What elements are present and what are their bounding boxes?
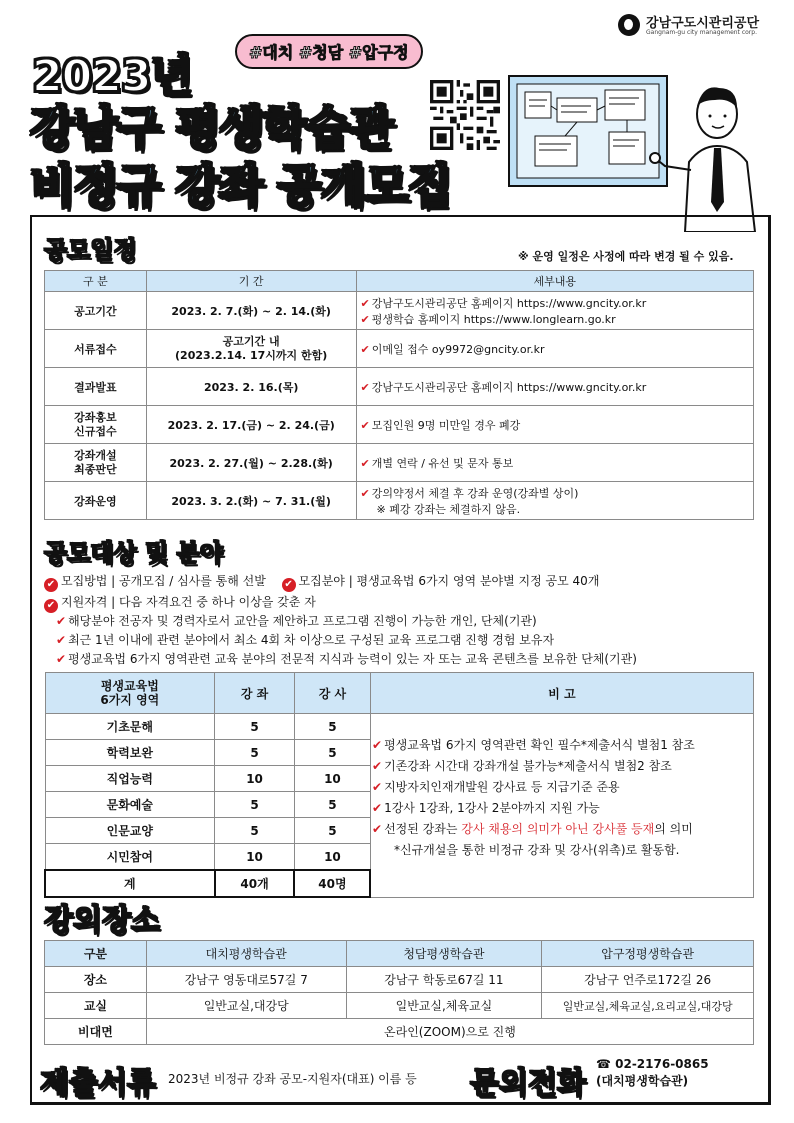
check-icon: ✔ — [56, 633, 67, 647]
schedule-note: ※ 운영 일정은 사정에 따라 변경 될 수 있음. — [518, 250, 734, 263]
instructors-cell: 10 — [294, 766, 370, 792]
cell: 일반교실,체육교실 — [346, 993, 542, 1019]
check-icon: ✔ — [360, 296, 370, 310]
check-circle-icon: ✔ — [44, 599, 58, 613]
row-label: 강좌홍보 신규접수 — [45, 406, 147, 444]
detail-text: 모집인원 9명 미만일 경우 폐강 — [371, 418, 521, 432]
cell: 강남구 학동로67길 11 — [346, 967, 542, 993]
courses-cell: 10 — [215, 844, 295, 871]
instructors-cell: 10 — [294, 844, 370, 871]
table-row — [45, 482, 754, 520]
check-icon: ✔ — [372, 780, 383, 794]
check-icon: ✔ — [360, 342, 370, 356]
check-icon: ✔ — [360, 312, 370, 326]
remark-item: ✔ 기존강좌 시간대 강좌개설 불가능*제출서식 별첨2 참조 — [372, 759, 672, 773]
col-header-cheongdam: 청담평생학습관 — [346, 941, 542, 967]
remark-item: ✔ 1강사 1강좌, 1강사 2분야까지 지원 가능 — [372, 801, 600, 815]
table-row — [45, 967, 754, 993]
area-cell: 학력보완 — [45, 740, 215, 766]
courses-cell: 5 — [215, 818, 295, 844]
criteria-item: ✔ 해당분야 전공자 및 경력자로서 교안을 제안하고 프로그램 진행이 가능한 개인, 단체(기관) — [56, 614, 537, 628]
qr-code[interactable] — [430, 80, 500, 150]
courses-cell: 5 — [215, 714, 295, 740]
row-label: 장소 — [45, 967, 147, 993]
detail-text: 평생학습 홈페이지 https://www.longlearn.go.kr — [371, 312, 616, 326]
row-period: 2023. 2. 16.(목) — [146, 368, 356, 406]
method-line: ✔ 모집방법 | 공개모집 / 심사를 통해 선발 ✔ 모집분야 | 평생교육법 6가지 영역 분야별 지정 공모 40개 — [44, 572, 599, 592]
row-details — [356, 330, 753, 368]
row-label: 공고기간 — [45, 292, 147, 330]
cell: 일반교실,대강당 — [146, 993, 346, 1019]
col-header-apgujeong: 압구정평생학습관 — [542, 941, 754, 967]
col-header-category: 구 분 — [45, 271, 147, 292]
logo-mark-icon — [618, 14, 640, 36]
table-row — [45, 444, 754, 482]
presenter-illustration — [505, 62, 765, 232]
total-courses: 40개 — [215, 870, 295, 897]
check-icon: ✔ — [360, 418, 370, 432]
check-icon: ✔ — [56, 652, 67, 666]
check-icon: ✔ — [372, 738, 383, 752]
row-details — [356, 368, 753, 406]
criteria-item: ✔ 최근 1년 이내에 관련 분야에서 최소 4회 차 이상으로 구성된 교육 프로그램 진행 경험 보유자 — [56, 633, 555, 647]
org-name-en: Gangnam-gu city management corp. — [646, 29, 757, 36]
contact-info — [596, 1056, 709, 1090]
col-header-remarks: 비 고 — [370, 673, 753, 714]
cell: 온라인(ZOOM)으로 진행 — [146, 1019, 753, 1045]
detail-text: 강남구도시관리공단 홈페이지 https://www.gncity.or.kr — [371, 296, 647, 310]
courses-cell: 5 — [215, 792, 295, 818]
row-details — [356, 406, 753, 444]
main-title-line1: 강남구 평생학습관 — [30, 101, 393, 155]
col-header-daechi: 대치평생학습관 — [146, 941, 346, 967]
places-table — [44, 940, 754, 1045]
remark-item: ✔ 지방자치인재개발원 강사료 등 지급기준 준용 — [372, 780, 620, 794]
col-header-category: 구분 — [45, 941, 147, 967]
org-logo — [618, 12, 788, 40]
table-row — [45, 1019, 754, 1045]
total-label: 계 — [45, 870, 215, 897]
year-title: 2023년 — [32, 51, 192, 102]
col-header-details: 세부내용 — [356, 271, 753, 292]
col-header-period: 기 간 — [146, 271, 356, 292]
instructors-cell: 5 — [294, 740, 370, 766]
detail-text: 개별 연락 / 유선 및 문자 통보 — [371, 456, 514, 470]
row-label: 강좌개설 최종판단 — [45, 444, 147, 482]
row-label: 서류접수 — [45, 330, 147, 368]
row-period: 공고기간 내 (2023.2.14. 17시까지 한함) — [146, 330, 356, 368]
col-header-courses: 강 좌 — [215, 673, 295, 714]
instructors-cell: 5 — [294, 792, 370, 818]
table-row — [45, 406, 754, 444]
cell: 강남구 언주로172길 26 — [542, 967, 754, 993]
area-cell: 시민참여 — [45, 844, 215, 871]
instructors-cell: 5 — [294, 818, 370, 844]
documents-heading: 제출서류 — [40, 1066, 156, 1101]
row-period: 2023. 2. 27.(월) ~ 2.28.(화) — [146, 444, 356, 482]
row-period: 2023. 2. 17.(금) ~ 2. 24.(금) — [146, 406, 356, 444]
check-icon: ✔ — [56, 614, 67, 628]
area-cell: 인문교양 — [45, 818, 215, 844]
instructors-cell: 5 — [294, 714, 370, 740]
main-title-line2: 비정규 강좌 공개모집 — [30, 159, 451, 213]
table-row — [45, 330, 754, 368]
check-circle-icon: ✔ — [44, 578, 58, 592]
row-details — [356, 292, 753, 330]
row-details — [356, 444, 753, 482]
courses-cell: 10 — [215, 766, 295, 792]
area-cell: 기초문해 — [45, 714, 215, 740]
remarks-list — [372, 736, 695, 862]
courses-cell: 5 — [215, 740, 295, 766]
cell: 일반교실,체육교실,요리교실,대강당 — [542, 993, 754, 1019]
area-cell: 문화예술 — [45, 792, 215, 818]
contact-heading: 문의전화 — [470, 1066, 586, 1101]
phone-org: (대치평생학습관) — [596, 1074, 689, 1088]
qualification-line: ✔ 지원자격 | 다음 자격요건 중 하나 이상을 갖춘 자 — [44, 593, 316, 613]
row-label: 비대면 — [45, 1019, 147, 1045]
schedule-heading: 공모일정 — [44, 236, 137, 264]
detail-text: 강의약정서 체결 후 강좌 운영(강좌별 상이) — [371, 486, 579, 500]
table-row — [45, 993, 754, 1019]
area-cell: 직업능력 — [45, 766, 215, 792]
check-icon: ✔ — [372, 822, 383, 836]
row-label: 결과발표 — [45, 368, 147, 406]
hashtag-badge: #대치 #청담 #압구정 — [235, 34, 423, 69]
org-name: 강남구도시관리공단 — [646, 16, 760, 31]
check-circle-icon: ✔ — [282, 578, 296, 592]
row-label: 교실 — [45, 993, 147, 1019]
places-heading: 강의장소 — [44, 903, 160, 938]
check-icon: ✔ — [360, 486, 370, 500]
remark-item: ✔ 선정된 강좌는 강사 채용의 의미가 아닌 강사풀 등재의 의미 — [372, 822, 693, 836]
check-icon: ✔ — [372, 759, 383, 773]
cell: 강남구 영동대로57길 7 — [146, 967, 346, 993]
remark-item: ✔ 평생교육법 6가지 영역관련 확인 필수*제출서식 별첨1 참조 — [372, 738, 695, 752]
row-label: 강좌운영 — [45, 482, 147, 520]
check-icon: ✔ — [372, 801, 383, 815]
detail-text: 이메일 접수 oy9972@gncity.or.kr — [371, 342, 545, 356]
remark-footnote: *신규개설을 통한 비정규 강좌 및 강사(위촉)로 활동함. — [394, 843, 680, 857]
table-row — [45, 368, 754, 406]
row-period: 2023. 3. 2.(화) ~ 7. 31.(월) — [146, 482, 356, 520]
col-header-instructors: 강 사 — [294, 673, 370, 714]
target-heading: 공모대상 및 분야 — [44, 539, 223, 567]
total-instructors: 40명 — [294, 870, 370, 897]
row-period: 2023. 2. 7.(화) ~ 2. 14.(화) — [146, 292, 356, 330]
documents-text: 2023년 비정규 강좌 공모-지원자(대표) 이름 등 — [168, 1072, 417, 1086]
phone-number[interactable]: ☎ 02-2176-0865 — [596, 1057, 709, 1071]
check-icon: ✔ — [360, 456, 370, 470]
detail-subnote: ※ 폐강 강좌는 체결하지 않음. — [376, 502, 521, 516]
criteria-item: ✔ 평생교육법 6가지 영역관련 교육 분야의 전문적 지식과 능력이 있는 자 또는 교육 콘텐츠를 보유한 단체(기관) — [56, 652, 637, 666]
schedule-table — [44, 270, 754, 520]
detail-text: 강남구도시관리공단 홈페이지 https://www.gncity.or.kr — [371, 380, 647, 394]
check-icon: ✔ — [360, 380, 370, 394]
highlight-text: 강사 채용의 의미가 아닌 강사풀 등재 — [461, 822, 655, 836]
table-row — [45, 292, 754, 330]
row-details — [356, 482, 753, 520]
col-header-area: 평생교육법 6가지 영역 — [45, 673, 215, 714]
